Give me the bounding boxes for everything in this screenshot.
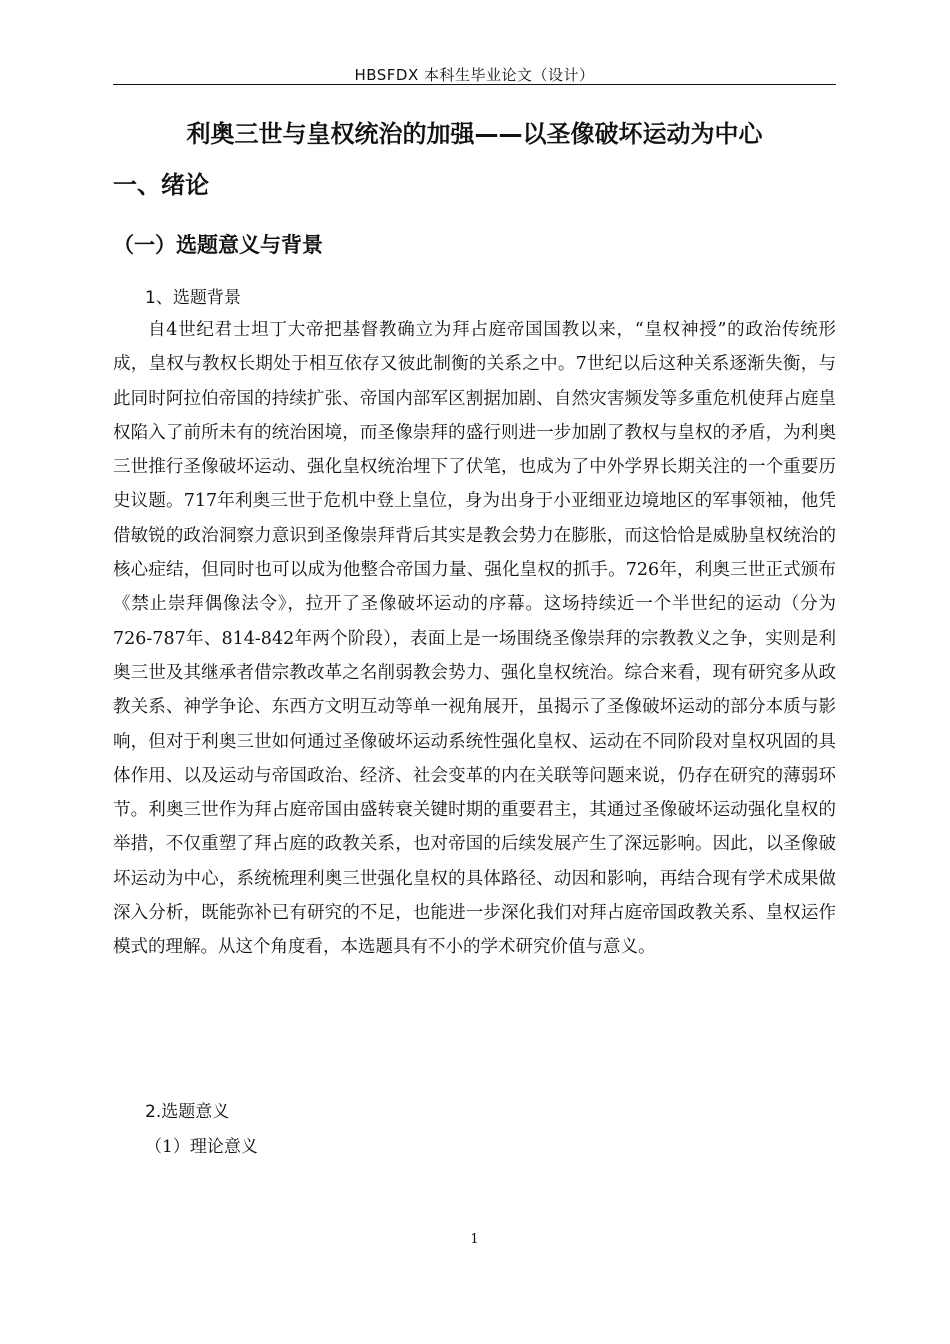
item-heading-topic-background: 1、选题背景: [145, 288, 241, 308]
item-heading-topic-significance: 2.选题意义: [145, 1102, 230, 1122]
page-number: 1: [470, 1232, 479, 1247]
running-header: HBSFDX 本科生毕业论文（设计）: [354, 66, 595, 84]
document-title: 利奥三世与皇权统治的加强——以圣像破坏运动为中心: [186, 120, 763, 148]
section-heading-introduction: 一、绪论: [113, 171, 209, 199]
header-divider: [113, 84, 836, 85]
subsection-heading-topic-significance: （一）选题意义与背景: [113, 233, 323, 257]
subitem-heading-theoretical-significance: （1）理论意义: [145, 1137, 258, 1157]
body-paragraph-background: 自4世纪君士坦丁大帝把基督教确立为拜占庭帝国国教以来，“皇权神授”的政治传统形成，皇权与教权长期处于相互依存又彼此制衡的关系之中。7世纪以后这种关系逐渐失衡，与此同时阿拉伯帝国的持续扩张、帝国内部军区割据加剧、自然灾害频发等多重危机使拜占庭皇权陷入了前所未有的统治困境，而圣像崇拜的盛行则进一步加剧了教权与皇权的矛盾，为利奥三世推行圣像破坏运动、强化皇权统治埋下了伏笔，也成为了中外学界长期关注的一个重要历史议题。717年利奥三世于危机中登上皇位，身为出身于小亚细亚边境地区的军事领袖，他凭借敏锐的政治洞察力意识到圣像崇拜背后其实是教会势力在膨胀，而这恰恰是威胁皇权统治的核心症结，但同时也可以成为他整合帝国力量、强化皇权的抓手。726年，利奥三世正式颁布《禁止崇拜偶像法令》，拉开了圣像破坏运动的序幕。这场持续近一个半世纪的运动（分为726-787年、814-842年两个阶段），表面上是一场围绕圣像崇拜的宗教教义之争，实则是利奥三世及其继承者借宗教改革之名削弱教会势力、强化皇权统治。综合来看，现有研究多从政教关系、神学争论、东西方文明互动等单一视角展开，虽揭示了圣像破坏运动的部分本质与影响，但对于利奥三世如何通过圣像破坏运动系统性强化皇权、运动在不同阶段对皇权巩固的具体作用、以及运动与帝国政治、经济、社会变革的内在关联等问题来说，仍存在研究的薄弱环节。利奥三世作为拜占庭帝国由盛转衰关键时期的重要君主，其通过圣像破坏运动强化皇权的举措，不仅重塑了拜占庭的政教关系，也对帝国的后续发展产生了深远影响。因此，以圣像破坏运动为中心，系统梳理利奥三世强化皇权的具体路径、动因和影响，再结合现有学术成果做深入分析，既能弥补已有研究的不足，也能进一步深化我们对拜占庭帝国政教关系、皇权运作模式的理解。从这个角度看，本选题具有不小的学术研究价值与意义。: [113, 320, 836, 958]
